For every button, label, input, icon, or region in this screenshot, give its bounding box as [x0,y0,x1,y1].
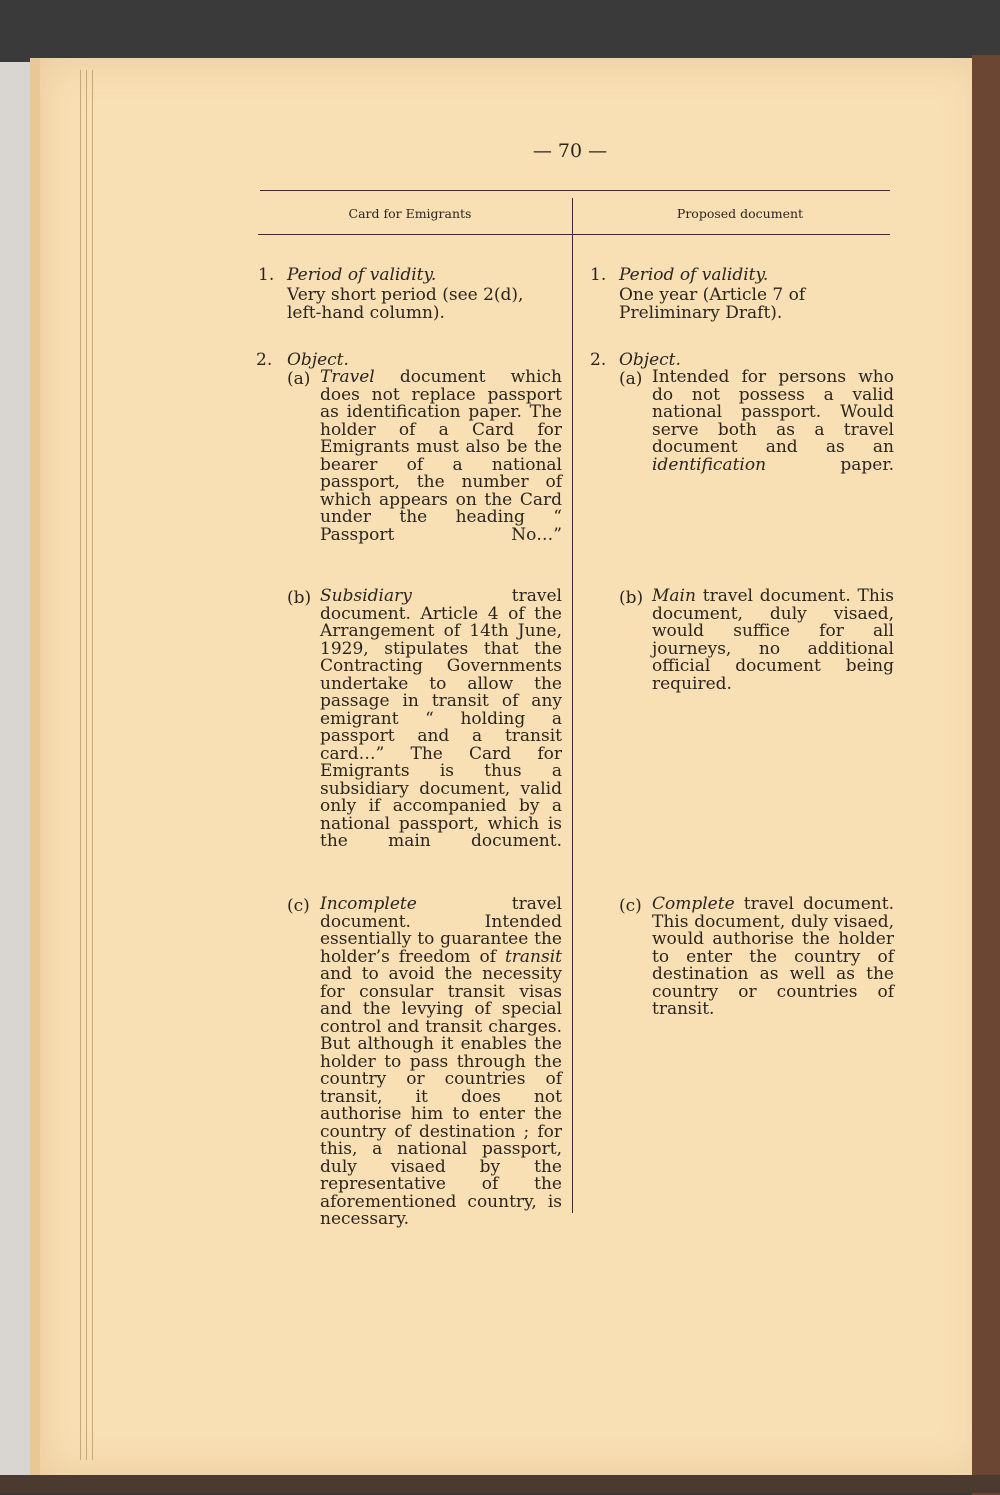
table-header-rule [258,234,890,235]
book-cover-edge [972,55,1000,1495]
page-number: — 70 — [532,140,608,162]
right-item-a-label: (a) [619,369,643,389]
page-edge [80,70,81,1460]
table-top-rule [260,190,890,191]
left-item-a-emphasis: Travel [320,367,375,387]
right-item-c-body: travel document. This document, duly visaed, would authorise the holder to enter the country of destination as well as the country or countries of transit. [652,894,894,1019]
background-bottom [0,1475,1000,1493]
left-item-b-text [320,588,562,868]
right-item-b-label: (b) [619,588,644,608]
right-section-2-title: Object. [619,350,681,370]
right-item-a-emphasis: identification [652,454,767,475]
right-item-a-body-2: paper. [766,454,894,475]
right-item-a-text [652,369,894,492]
left-item-a-label: (a) [287,369,311,389]
left-item-c-emphasis: Incomplete [320,894,417,914]
left-section-1-number: 1. [258,265,275,285]
left-item-b-emphasis: Subsidiary [320,586,412,606]
left-section-1-title: Period of validity. [287,265,437,285]
right-section-1-title: Period of validity. [619,265,769,285]
right-section-1-text: One year (Article 7 of Preliminary Draft). [619,285,806,323]
left-column-header: Card for Emigrants [348,206,472,221]
right-item-c-label: (c) [619,896,642,916]
left-item-b-body: travel document. Article 4 of the Arrangement of 14th June, 1929, stipulates that the Contracting Governments undertake to allow the passage in transit of any emigrant “ holding a passport and a transit card…” The Card for Emigrants is thus a subsidiary document, valid only if accompanied by a national passport, which is the main document. [320,586,562,851]
right-item-b-body: travel document. This document, duly visaed, would suffice for all journeys, no additional official document being required. [652,586,894,694]
right-item-b-text [652,588,894,711]
column-divider [572,198,573,1213]
right-item-a-body-1: Intended for persons who do not possess a valid national passport. Would serve both as a travel document and as an [652,367,894,457]
right-item-c-text [652,896,894,1036]
left-item-c-text [320,896,562,1246]
background-top [0,0,1000,62]
right-item-c-emphasis: Complete [652,894,735,914]
left-item-b-label: (b) [287,588,312,608]
right-section-1-number: 1. [590,265,607,285]
left-section-2-number: 2. [256,350,273,370]
left-item-c-emphasis-2: transit [504,946,562,967]
page-edge [86,70,87,1460]
left-item-c-label: (c) [287,896,310,916]
right-item-b-emphasis: Main [652,586,696,606]
page-edge [92,70,93,1460]
right-column-header: Proposed document [676,206,804,221]
right-section-2-number: 2. [590,350,607,370]
left-item-c-body-1: travel document. Intended essentially to guarantee the holder’s freedom of [320,894,562,967]
left-item-a-text [320,369,562,562]
left-section-2-title: Object. [287,350,349,370]
left-item-a-body: document which does not replace passport as identification paper. The holder of a Card for Emigrants must also be the bearer of a national passport, the number of which appears on the Card under the heading “ Passport No…” [320,367,562,545]
left-item-c-body-2: and to avoid the necessity for consular transit visas and the levying of special control and transit charges. But although it enables the holder to pass through the country or countries of transit, it does not authorise him to enter the country of destination ; for this, a national passport, duly visaed by the representative of the aforementioned country, is necessary. [320,964,562,1229]
left-section-1-text: Very short period (see 2(d), left-hand column). [287,285,524,323]
